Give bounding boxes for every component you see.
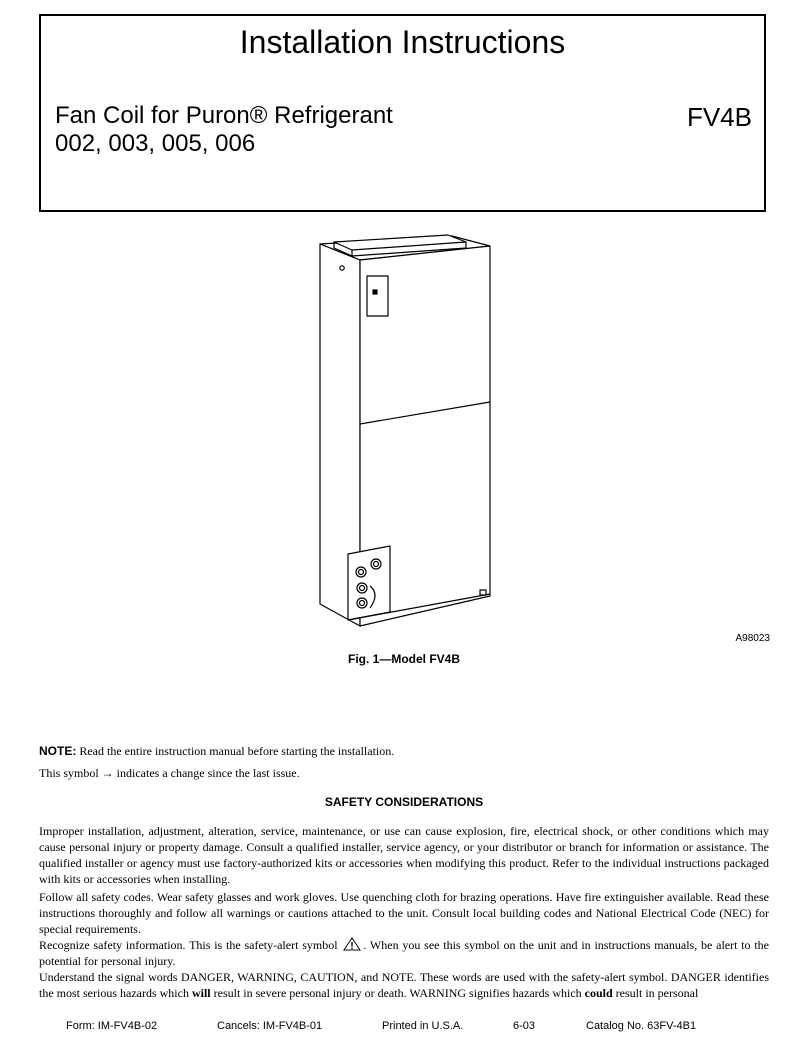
safety-heading: SAFETY CONSIDERATIONS — [324, 795, 484, 809]
safety-paragraph-3 — [39, 937, 769, 969]
safety-paragraph-2: Follow all safety codes. Wear safety glasses and work gloves. Use quenching cloth for brazing operations. Have fire extinguisher available. Read these instructions thoroughly and follow all warnings or cautions attached to the unit. Consult local building codes and National Electrical Code (NEC) for special requirements. — [39, 890, 769, 936]
product-sizes: 002, 003, 005, 006 — [55, 130, 256, 157]
safety-paragraph-4 — [39, 969, 769, 1001]
rating-plate — [367, 276, 388, 316]
signal-words-a: Understand the signal words DANGER, WARNING, CAUTION, and NOTE. These words are used with the safety-alert symbol. DANGER identifies the most serious hazards which — [39, 970, 769, 1000]
figure-code: A98023 — [735, 633, 770, 644]
signal-word-could: could — [584, 986, 613, 1000]
model-code: FV4B — [686, 102, 752, 132]
footer-cancels: Cancels: IM-FV4B-01 — [217, 1020, 323, 1032]
footer-date: 6-03 — [513, 1020, 536, 1032]
access-panel — [348, 546, 390, 620]
figure-caption: Fig. 1—Model FV4B — [347, 652, 460, 666]
safety-alert-icon — [343, 937, 361, 951]
signal-words-c: result in personal — [615, 986, 699, 1000]
fan-coil-illustration — [300, 226, 500, 628]
safety-alert-text-before: Recognize safety information. This is the safety-alert symbol — [39, 938, 338, 952]
safety-alert-text-after: . When you see this symbol on the unit and in instructions manuals, be alert to the potential for personal injury. — [39, 938, 770, 968]
note-label: NOTE: — [39, 744, 77, 758]
signal-words-b: result in severe personal injury or death. WARNING signifies hazards which — [213, 986, 582, 1000]
product-name: Fan Coil for Puron® Refrigerant — [55, 102, 393, 129]
footer-printed: Printed in U.S.A. — [382, 1020, 464, 1032]
safety-paragraph-1: Improper installation, adjustment, alteration, service, maintenance, or use can cause explosion, fire, electrical shock, or other conditions which may cause personal injury or property damage. Consult a qualified installer, service agency, or your distributor or branch for information or assistance. The qualified installer or agency must use factory-authorized kits or accessories when modifying this product. Refer to the individual instructions packaged with kits or accessories when installing. — [39, 824, 769, 886]
note-text: Read the entire instruction manual before starting the installation. — [79, 744, 395, 758]
change-symbol-line: This symbol → indicates a change since the last issue. — [39, 766, 300, 780]
footer-catalog: Catalog No. 63FV-4B1 — [586, 1020, 697, 1032]
signal-word-will: will — [191, 986, 211, 1000]
page-title: Installation Instructions — [239, 24, 566, 60]
note-paragraph — [39, 743, 769, 759]
footer-form: Form: IM-FV4B-02 — [66, 1020, 158, 1032]
title-box — [39, 14, 766, 212]
